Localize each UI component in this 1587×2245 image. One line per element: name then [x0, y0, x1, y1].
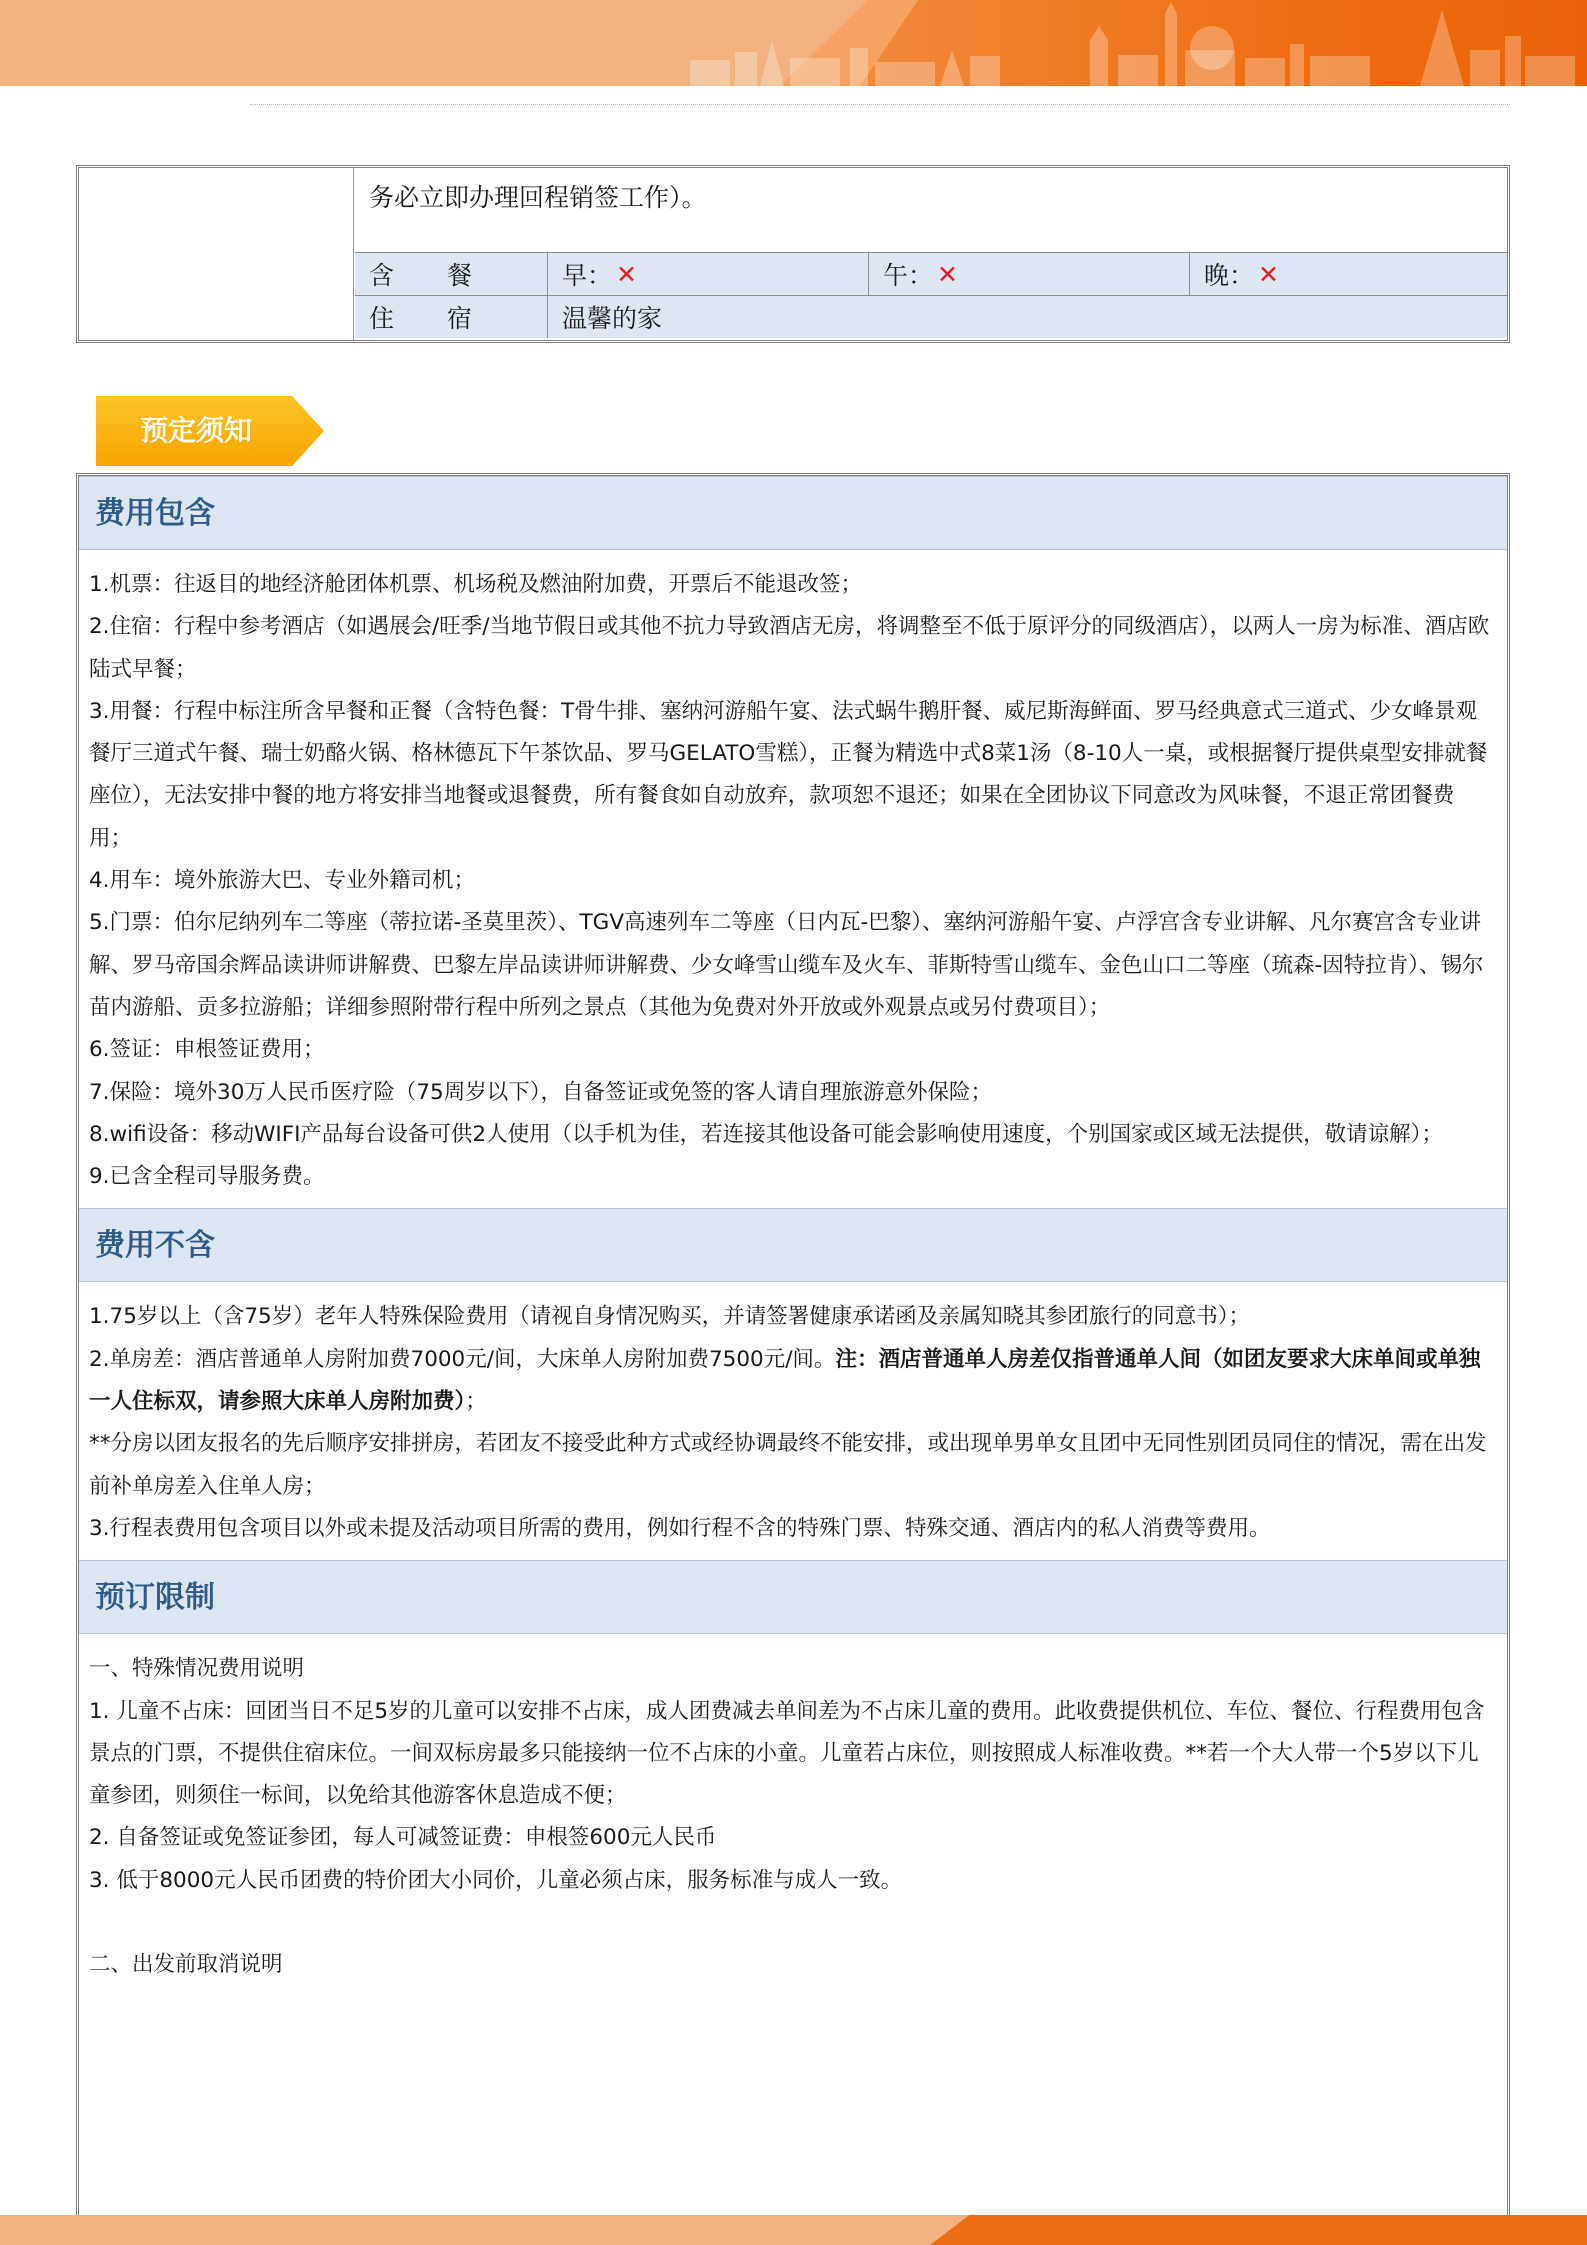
list-item: 5.门票：伯尔尼纳列车二等座（蒂拉诺-圣莫里茨）、TGV高速列车二等座（日内瓦-巴黎）、塞纳河游船午宴、卢浮宫含专业讲解、凡尔赛宫含专业讲解、罗马帝国余辉品读讲师讲解费、巴黎左岸品读讲师讲解费、少女峰雪山缆车及火车、菲斯特雪山缆车、金色山口二等座（琉森-因特拉肯）、锡尔苗内游船、贡多拉游船；详细参照附带行程中所列之景点（其他为免费对外开放或外观景点或另付费项目）；: [89, 910, 1484, 1020]
list-item: 3.用餐：行程中标注所含早餐和正餐（含特色餐：T骨牛排、塞纳河游船午宴、法式蜗牛鹅肝餐、威尼斯海鲜面、罗马经典意式三道式、少女峰景观餐厅三道式午餐、瑞士奶酪火锅、格林德瓦下午茶饮品、罗马GELATO雪糕），正餐为精选中式8菜1汤（8-10人一桌，或根据餐厅提供桌型安排就餐座位），无法安排中餐的地方将安排当地餐或退餐费，所有餐食如自动放弃，款项恕不退还；如果在全团协议下同意改为风味餐，不退正常团餐费用；: [89, 698, 1488, 851]
lodging-row: [355, 295, 1507, 338]
list-item: 9.已含全程司导服务费。: [89, 1164, 325, 1190]
header-rule: [250, 104, 1510, 105]
list-item: 1. 儿童不占床：回团当日不足5岁的儿童可以安排不占床，成人团费减去单间差为不占床儿童的费用。此收费提供机位、车位、餐位、行程费用包含景点的门票，不提供住宿床位。一间双标房最多只能接纳一位不占床的小童。儿童若占床位，则按照成人标准收费。**若一个大人带一个5岁以下儿童参团，则须住一标间，以免给其他游客休息造成不便；: [89, 1698, 1485, 1809]
meals-row: [355, 252, 1507, 295]
not-included-icon: ✕: [616, 259, 637, 289]
section-limits-heading: 预订限制: [79, 1560, 1507, 1634]
single-room-note: 注：酒店普通单人房差仅指普通单人间（如团友要求大床单间或单独一人住标双，请参照大床单人房附加费）: [89, 1346, 1481, 1415]
section-included-body: [79, 550, 1507, 1208]
subheading: 二、出发前取消说明: [89, 1952, 283, 1978]
itinerary-content: 务必立即办理回程销签工作）。: [369, 183, 707, 212]
list-item: 2. 自备签证或免签证参团，每人可减签证费：申根签600元人民币: [89, 1825, 717, 1851]
header-banner: [0, 0, 1587, 86]
list-item: **分房以团友报名的先后顺序安排拼房，若团友不接受此种方式或经协调最终不能安排，或出现单男单女且团中无同性别团员同住的情况，需在出发前补单房差入住单人房；: [89, 1431, 1487, 1499]
list-item: 2.住宿：行程中参考酒店（如遇展会/旺季/当地节假日或其他不抗力导致酒店无房，将调整至不低于原评分的同级酒店），以两人一房为标准、酒店欧陆式早餐；: [89, 614, 1490, 682]
section-included-heading: 费用包含: [79, 476, 1507, 550]
list-item: 4.用车：境外旅游大巴、专业外籍司机；: [89, 868, 476, 894]
section-limits-body: [79, 1634, 1507, 1996]
dinner-cell: 晚： ✕: [1204, 259, 1279, 290]
not-included-icon: ✕: [1258, 259, 1279, 289]
meals-label: 含 餐: [355, 253, 548, 295]
itinerary-table: [76, 165, 1510, 343]
subheading: 一、特殊情况费用说明: [89, 1656, 305, 1682]
lunch-cell: 午： ✕: [869, 253, 1190, 295]
section-excluded-body: [79, 1282, 1507, 1560]
list-item: 3.行程表费用包含项目以外或未提及活动项目所需的费用，例如行程不含的特殊门票、特殊交通、酒店内的私人消费等费用。: [89, 1515, 1271, 1541]
list-item: 6.签证：申根签证费用；: [89, 1037, 325, 1063]
list-item: 3. 低于8000元人民币团费的特价团大小同价，儿童必须占床，服务标准与成人一致。: [89, 1867, 903, 1893]
lodging-value: 温馨的家: [562, 304, 663, 333]
booking-notice-tab: [96, 396, 324, 466]
lodging-label: 住 宿: [355, 296, 548, 338]
booking-notice-title: 预定须知: [139, 414, 252, 447]
section-excluded-heading: 费用不含: [79, 1208, 1507, 1282]
list-item: 2.单房差：酒店普通单人房附加费7000元/间，大床单人房附加费7500元/间。注：酒店普通单人房差仅指普通单人间（如团友要求大床单间或单独一人住标双，请参照大床单人房附加费）；: [89, 1346, 1481, 1415]
list-item: 1.机票：往返目的地经济舱团体机票、机场税及燃油附加费，开票后不能退改签；: [89, 572, 863, 597]
list-item: 1.75岁以上（含75岁）老年人特殊保险费用（请视自身情况购买，并请签署健康承诺函及亲属知晓其参团旅行的同意书）；: [89, 1304, 1250, 1330]
footer-banner: [0, 2215, 1587, 2245]
itinerary-day-column: [79, 168, 354, 340]
list-item: 8.wifi设备：移动WIFI产品每台设备可供2人使用（以手机为佳，若连接其他设备可能会影响使用速度，个别国家或区域无法提供，敬请谅解）；: [89, 1121, 1443, 1147]
not-included-icon: ✕: [937, 259, 958, 289]
breakfast-cell: 早： ✕: [548, 253, 869, 295]
skyline-decoration: [0, 0, 1587, 86]
list-item: 7.保险：境外30万人民币医疗险（75周岁以下），自备签证或免签的客人请自理旅游意外保险；: [89, 1079, 992, 1105]
booking-notice-box: [76, 473, 1510, 2233]
